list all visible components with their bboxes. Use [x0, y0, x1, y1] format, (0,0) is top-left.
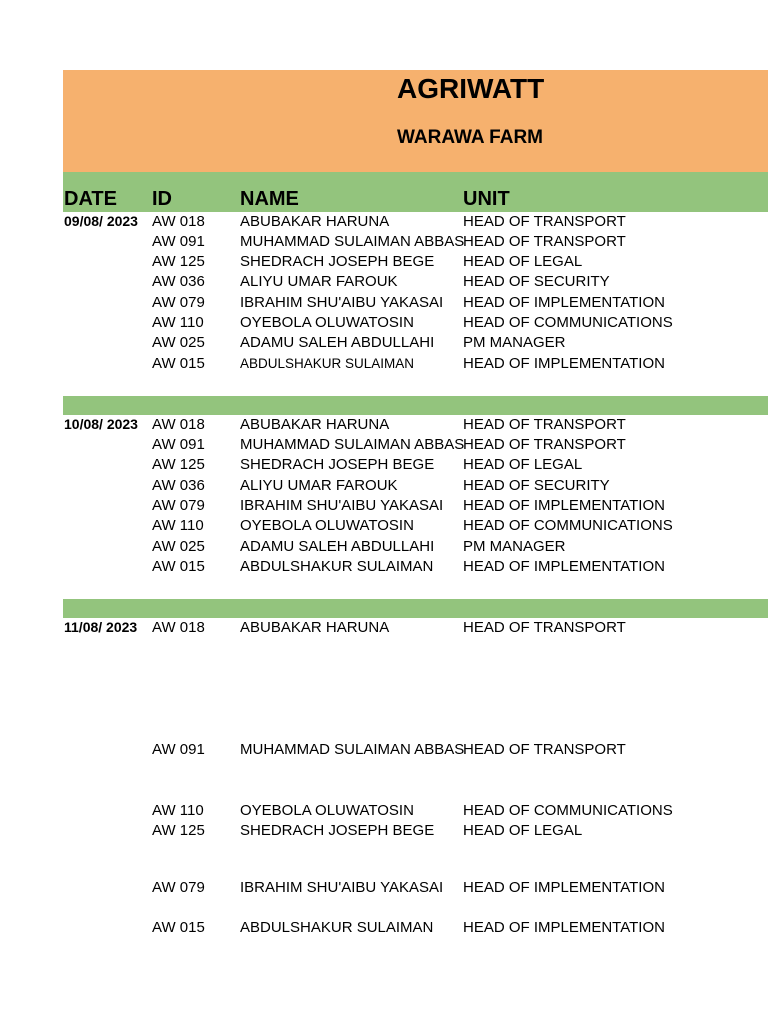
row-id: AW 110 — [152, 314, 204, 331]
row-unit: HEAD OF LEGAL — [463, 456, 583, 473]
column-header-id: ID — [152, 188, 172, 210]
column-header-date: DATE — [64, 188, 117, 210]
row-name: IBRAHIM SHU'AIBU YAKASAI — [240, 294, 444, 311]
row-unit: HEAD OF TRANSPORT — [463, 619, 626, 636]
row-unit: HEAD OF TRANSPORT — [463, 436, 626, 453]
row-unit: HEAD OF SECURITY — [463, 273, 610, 290]
table-row — [0, 334, 768, 354]
row-name: ADAMU SALEH ABDULLAHI — [240, 538, 435, 555]
row-unit: HEAD OF LEGAL — [463, 822, 583, 839]
table-row — [0, 355, 768, 375]
row-unit: HEAD OF IMPLEMENTATION — [463, 294, 665, 311]
row-id: AW 125 — [152, 822, 205, 839]
row-id: AW 125 — [152, 456, 205, 473]
row-id: AW 125 — [152, 253, 205, 270]
row-name: ABDULSHAKUR SULAIMAN — [240, 356, 415, 371]
row-name: ABUBAKAR HARUNA — [240, 416, 390, 433]
row-unit: HEAD OF TRANSPORT — [463, 416, 626, 433]
row-id: AW 025 — [152, 334, 205, 351]
farm-subtitle-text: WARAWA FARM — [397, 127, 544, 148]
row-date: 09/08/ 2023 — [64, 213, 138, 229]
row-id: AW 091 — [152, 741, 205, 758]
row-id: AW 025 — [152, 538, 205, 555]
farm-subtitle — [63, 124, 550, 152]
section-separator — [63, 396, 768, 415]
table-row — [0, 822, 768, 842]
row-unit: HEAD OF COMMUNICATIONS — [463, 517, 673, 534]
row-name: ABUBAKAR HARUNA — [240, 619, 390, 636]
company-title-text: AGRIWATT — [397, 73, 545, 104]
table-row — [0, 538, 768, 558]
row-unit: HEAD OF IMPLEMENTATION — [463, 355, 665, 372]
table-row — [0, 879, 768, 899]
row-unit: HEAD OF SECURITY — [463, 477, 610, 494]
table-row — [0, 619, 768, 639]
row-date: 10/08/ 2023 — [64, 416, 138, 432]
row-name: OYEBOLA OLUWATOSIN — [240, 314, 414, 331]
row-id: AW 015 — [152, 558, 205, 575]
table-row — [0, 273, 768, 293]
column-header-name: NAME — [240, 188, 299, 210]
row-name: ABUBAKAR HARUNA — [240, 213, 390, 230]
row-name: ALIYU UMAR FAROUK — [240, 273, 398, 290]
table-row — [0, 416, 768, 436]
row-unit: HEAD OF LEGAL — [463, 253, 583, 270]
row-id: AW 036 — [152, 477, 205, 494]
section-separator — [63, 599, 768, 618]
row-unit: PM MANAGER — [463, 334, 566, 351]
row-unit: PM MANAGER — [463, 538, 566, 555]
row-id: AW 015 — [152, 919, 205, 936]
company-title — [63, 70, 550, 110]
table-row — [0, 253, 768, 273]
row-name: SHEDRACH JOSEPH BEGE — [240, 822, 435, 839]
row-unit: HEAD OF IMPLEMENTATION — [463, 497, 665, 514]
row-name: MUHAMMAD SULAIMAN ABBAS — [240, 741, 465, 758]
row-unit: HEAD OF TRANSPORT — [463, 213, 626, 230]
row-id: AW 015 — [152, 355, 205, 372]
row-unit: HEAD OF IMPLEMENTATION — [463, 919, 665, 936]
row-name: MUHAMMAD SULAIMAN ABBAS — [240, 233, 465, 250]
row-id: AW 079 — [152, 879, 205, 896]
row-unit: HEAD OF COMMUNICATIONS — [463, 314, 673, 331]
table-row — [0, 233, 768, 253]
row-id: AW 110 — [152, 802, 204, 819]
table-row — [0, 919, 768, 939]
row-date: 11/08/ 2023 — [64, 619, 138, 635]
row-unit: HEAD OF COMMUNICATIONS — [463, 802, 673, 819]
table-row — [0, 314, 768, 334]
row-unit: HEAD OF TRANSPORT — [463, 741, 626, 758]
row-id: AW 018 — [152, 213, 205, 230]
table-row — [0, 456, 768, 476]
row-name: IBRAHIM SHU'AIBU YAKASAI — [240, 497, 444, 514]
row-name: ABDULSHAKUR SULAIMAN — [240, 558, 434, 575]
table-row — [0, 558, 768, 578]
table-row — [0, 213, 768, 233]
row-unit: HEAD OF IMPLEMENTATION — [463, 558, 665, 575]
row-unit: HEAD OF IMPLEMENTATION — [463, 879, 665, 896]
row-id: AW 018 — [152, 416, 205, 433]
row-id: AW 079 — [152, 294, 205, 311]
table-row — [0, 436, 768, 456]
row-name: SHEDRACH JOSEPH BEGE — [240, 253, 435, 270]
table-row — [0, 517, 768, 537]
row-name: ABDULSHAKUR SULAIMAN — [240, 919, 434, 936]
table-row — [0, 294, 768, 314]
row-id: AW 110 — [152, 517, 204, 534]
table-row — [0, 741, 768, 761]
row-name: OYEBOLA OLUWATOSIN — [240, 517, 414, 534]
table-row — [0, 802, 768, 822]
column-header-unit: UNIT — [463, 188, 510, 210]
row-id: AW 036 — [152, 273, 205, 290]
table-row — [0, 497, 768, 517]
row-name: SHEDRACH JOSEPH BEGE — [240, 456, 435, 473]
row-name: OYEBOLA OLUWATOSIN — [240, 802, 414, 819]
row-name: ADAMU SALEH ABDULLAHI — [240, 334, 435, 351]
row-name: ALIYU UMAR FAROUK — [240, 477, 398, 494]
row-unit: HEAD OF TRANSPORT — [463, 233, 626, 250]
table-row — [0, 477, 768, 497]
row-name: MUHAMMAD SULAIMAN ABBAS — [240, 436, 465, 453]
row-id: AW 079 — [152, 497, 205, 514]
row-id: AW 091 — [152, 233, 205, 250]
row-name: IBRAHIM SHU'AIBU YAKASAI — [240, 879, 444, 896]
row-id: AW 091 — [152, 436, 205, 453]
row-id: AW 018 — [152, 619, 205, 636]
